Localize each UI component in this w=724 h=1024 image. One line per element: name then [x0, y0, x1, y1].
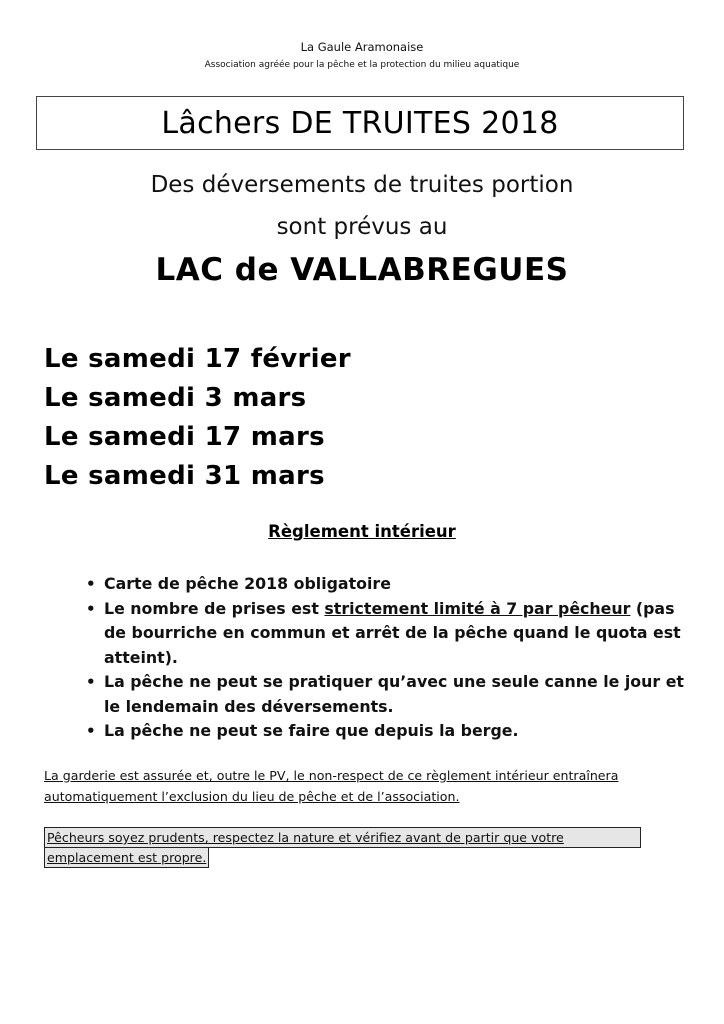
- callout-line-1: Pêcheurs soyez prudents, respectez la nature et vérifiez avant de partir que votre: [44, 827, 641, 848]
- rule-item: [82, 670, 692, 719]
- rule-text-prefix: Le nombre de prises est: [104, 598, 325, 618]
- page-title: Lâchers DE TRUITES 2018: [161, 105, 559, 141]
- organization-subtitle: Association agréée pour la pêche et la protection du milieu aquatique: [204, 60, 520, 70]
- rule-text: Carte de pêche 2018 obligatoire: [104, 574, 391, 593]
- rules-heading: Règlement intérieur: [268, 522, 456, 541]
- date-item: Le samedi 31 mars: [44, 461, 325, 491]
- callout-box: [44, 827, 641, 868]
- intro-line-1: Des déversements de truites portion: [150, 172, 574, 198]
- date-item: Le samedi 17 mars: [44, 422, 325, 452]
- rule-item: [82, 719, 692, 744]
- bullet-icon: •: [86, 673, 96, 691]
- title-box: [36, 96, 684, 150]
- rule-text: La pêche ne peut se faire que depuis la berge.: [104, 721, 519, 740]
- rules-list: [82, 572, 692, 744]
- bullet-icon: •: [86, 722, 96, 740]
- bullet-icon: •: [86, 575, 96, 593]
- date-item: Le samedi 17 février: [44, 344, 351, 374]
- rule-text-suffix: (pas de bourriche en commun et arrêt de la pêche quand le quota est atteint).: [104, 598, 681, 667]
- rule-text: La pêche ne peut se pratiquer qu’avec une seule canne le jour et le lendemain des déversements.: [104, 672, 684, 716]
- rule-item: [82, 597, 692, 671]
- date-item: Le samedi 3 mars: [44, 383, 307, 413]
- location-heading: LAC de VALLABREGUES: [155, 252, 569, 288]
- organization-name: La Gaule Aramonaise: [300, 40, 424, 54]
- rule-item: [82, 572, 692, 597]
- rule-text-emphasis: strictement limité à 7 par pêcheur: [324, 598, 631, 618]
- callout-line-2: emplacement est propre.: [44, 847, 209, 868]
- intro-line-2: sont prévus au: [276, 214, 448, 240]
- release-dates-list: [44, 340, 351, 496]
- enforcement-notice: La garderie est assurée et, outre le PV, le non-respect de ce règlement intérieur entraînera automatiquement l’exclusion du lieu de pêche et de l’association.: [44, 768, 619, 804]
- bullet-icon: •: [86, 599, 96, 618]
